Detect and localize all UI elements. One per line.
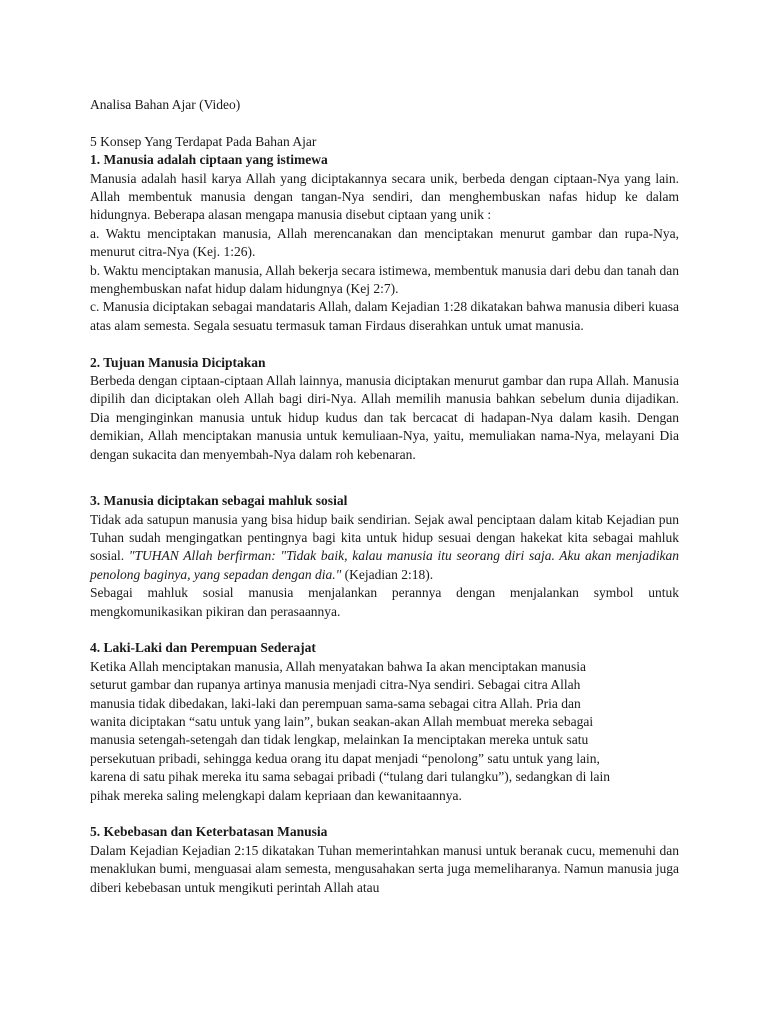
section-2-paragraph: Berbeda dengan ciptaan-ciptaan Allah lainnya, manusia diciptakan menurut gambar dan rupa Allah. Manusia dipilih dan diciptakan oleh Allah bagi diri-Nya. Allah memilih manusia bahkan sebelum dunia dijadikan. Dia menginginkan manusia untuk hidup kudus dan tak bercacat di hadapan-Nya dalam kasih. Dengan demikian, Allah menciptakan manusia untuk kemuliaan-Nya, yaitu, memuliakan nama-Nya, melayani Dia dengan sukacita dan menyembah-Nya dalam roh kebenaran. <box>90 373 679 462</box>
section-4-line: wanita diciptakan “satu untuk yang lain”, bukan seakan-akan Allah membuat mereka sebagai <box>90 713 594 729</box>
section-4-line: persekutuan pribadi, sehingga kedua orang itu dapat menjadi “penolong” satu untuk yang lain, <box>90 750 600 766</box>
section-1-point-b: b. Waktu menciptakan manusia, Allah bekerja secara istimewa, membentuk manusia dari debu dan tanah dan menghembuskan nafat hidup dalam hidungnya (Kej 2:7). <box>90 262 679 297</box>
document-title: Analisa Bahan Ajar (Video) <box>90 97 241 112</box>
section-heading-1: 1. Manusia adalah ciptaan yang istimewa <box>90 152 328 168</box>
section-4-line: manusia tidak dibedakan, laki-laki dan perempuan sama-sama sebagai citra Allah. Pria dan <box>90 695 581 711</box>
section-3-paragraph-2: Sebagai mahluk sosial manusia menjalankan perannya dengan menjalankan symbol untuk mengkomunikasikan pikiran dan perasaannya. <box>90 585 679 619</box>
spacer <box>90 621 679 639</box>
spacer <box>90 464 679 492</box>
spacer <box>90 114 679 132</box>
section-3-paragraph <box>90 511 679 585</box>
section-4-paragraph <box>90 658 679 805</box>
section-1-paragraph: Manusia adalah hasil karya Allah yang diciptakannya secara unik, berbeda dengan ciptaan-Nya yang lain. Allah membentuk manusia dengan tangan-Nya sendiri, dan menghembuskan nafas hidup ke dalam hidungnya. Beberapa alasan mengapa manusia disebut ciptaan yang unik : <box>90 170 679 223</box>
document-subtitle: 5 Konsep Yang Terdapat Pada Bahan Ajar <box>90 133 317 149</box>
section-4-line: seturut gambar dan rupanya artinya manusia menjadi citra-Nya sendiri. Sebagai citra Allah <box>90 677 581 693</box>
section-4-line: Ketika Allah menciptakan manusia, Allah menyatakan bahwa Ia akan menciptakan manusia <box>90 658 586 674</box>
bible-reference: (Kejadian 2:18). <box>341 566 434 582</box>
section-1-point-a: a. Waktu menciptakan manusia, Allah merencanakan dan menciptakan menurut gambar dan rupa-Nya, menurut citra-Nya (Kej. 1:26). <box>90 225 679 260</box>
section-heading-2: 2. Tujuan Manusia Diciptakan <box>90 354 266 370</box>
section-5-paragraph: Dalam Kejadian Kejadian 2:15 dikatakan Tuhan memerintahkan manusi untuk beranak cucu, memenuhi dan menaklukan bumi, menguasai alam semesta, mengusahakan serta juga memeliharanya. Namun manusia juga diberi kebebasan untuk mengikuti perintah Allah atau <box>90 842 679 895</box>
spacer <box>90 335 679 353</box>
section-3-text: Tidak ada satupun manusia yang bisa hidup baik sendirian. Sejak awal penciptaan dalam kitab Kejadian pun Tuhan sudah mengingatkan pentingnya bagi kita untuk hidup sesuai dengan hakekat kita sebagai mahluk sosial. <box>90 511 679 564</box>
section-heading-4: 4. Laki-Laki dan Perempuan Sederajat <box>90 640 316 656</box>
section-4-line: pihak mereka saling melengkapi dalam kepriaan dan kewanitaannya. <box>90 787 462 803</box>
bible-quote: "TUHAN Allah berfirman: "Tidak baik, kalau manusia itu seorang diri saja. Aku akan menjadikan penolong baginya, yang sepadan dengan dia." <box>90 548 679 582</box>
section-4-line: karena di satu pihak mereka itu sama sebagai pribadi (“tulang dari tulangku”), sedangkan di lain <box>90 769 610 785</box>
section-heading-3: 3. Manusia diciptakan sebagai mahluk sosial <box>90 493 348 509</box>
section-heading-5: 5. Kebebasan dan Keterbatasan Manusia <box>90 824 328 840</box>
section-1-point-c: c. Manusia diciptakan sebagai mandataris Allah, dalam Kejadian 1:28 dikatakan bahwa manusia diberi kuasa atas alam semesta. Segala sesuatu termasuk taman Firdaus diserahkan untuk umat manusia. <box>90 299 679 333</box>
section-4-line: manusia setengah-setengah dan tidak lengkap, melainkan Ia menciptakan mereka untuk satu <box>90 732 589 748</box>
spacer <box>90 805 679 823</box>
document-page <box>90 96 679 897</box>
